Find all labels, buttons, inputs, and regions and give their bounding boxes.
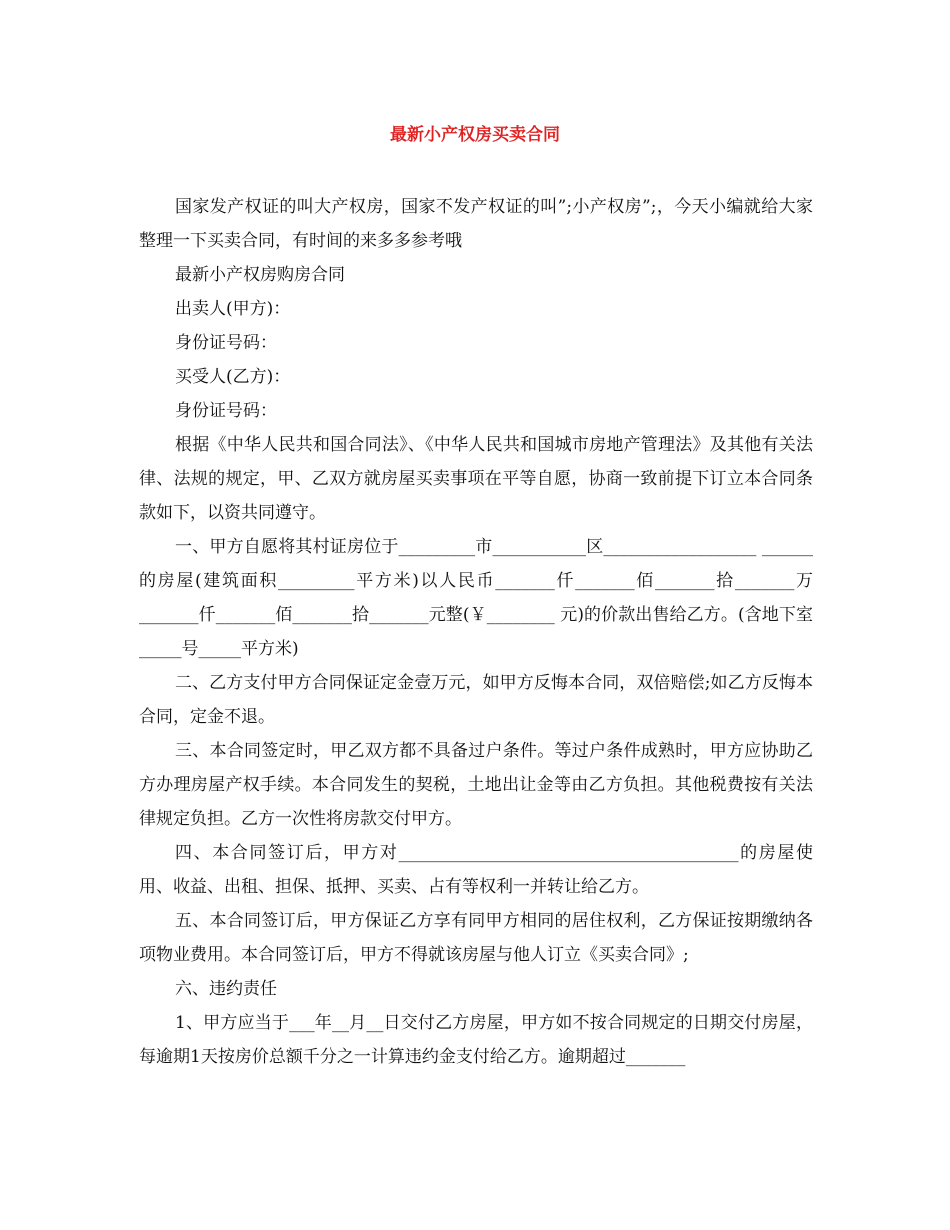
seller-id-line: 身份证号码： [175, 333, 277, 353]
legal-basis-paragraph: 根据《中华人民共和国合同法》、《中华人民共和国城市房地产管理法》及其他有关法 律、法规的规定，甲、乙双方就房屋买卖事项在平等自愿，协商一致前提下订立本合同条款如下，以资共同遵守。 [139, 435, 813, 523]
clause-5: 五、本合同签订后，甲方保证乙方享有同甲方相同的居住权利，乙方保证按期缴纳各项物业费用。本合同签订后，甲方不得就该房屋与他人订立《买卖合同》; [139, 911, 813, 965]
clause-3: 三、本合同签定时，甲乙双方都不具备过户条件。等过户条件成熟时，甲方应协助乙方办理房屋产权手续。本合同发生的契税，土地出让金等由乙方负担。其他税费按有关法律规定负担。乙方一次性将房款交付甲方。 [139, 741, 813, 829]
buyer-line: 买受人(乙方)： [175, 367, 291, 387]
document-title: 最新小产权房买卖合同 [390, 125, 560, 145]
document-body [139, 190, 813, 1074]
clause-1: 一、甲方自愿将其村证房位于_________市___________区__________________ ______的房屋(建筑面积_________平方米)以人民币_______仟_______佰_______拾_______万_______仟_______佰_______拾_______元整(￥________ 元)的价款出售给乙方。(含地下室_____号_____平方米) [139, 537, 813, 659]
clause-2: 二、乙方支付甲方合同保证定金壹万元，如甲方反悔本合同，双倍赔偿;如乙方反悔本合同，定金不退。 [139, 673, 813, 727]
clause-6-item-1: 1、甲方应当于___年__月__日交付乙方房屋，甲方如不按合同规定的日期交付房屋，每逾期1天按房价总额千分之一计算违约金支付给乙方。逾期超过_______ [139, 1013, 813, 1067]
clause-6-heading: 六、违约责任 [175, 979, 277, 999]
contract-heading: 最新小产权房购房合同 [175, 265, 345, 285]
seller-line: 出卖人(甲方)： [175, 299, 291, 319]
buyer-id-line: 身份证号码： [175, 401, 277, 421]
clause-4: 四、本合同签订后，甲方对________________________________________的房屋使用、收益、出租、担保、抵押、买卖、占有等权利一并转让给乙方。 [139, 843, 813, 897]
intro-paragraph: 国家发产权证的叫大产权房，国家不发产权证的叫”;小产权房”;，今天小编就给大家整理一下买卖合同，有时间的来多多参考哦 [139, 197, 813, 251]
